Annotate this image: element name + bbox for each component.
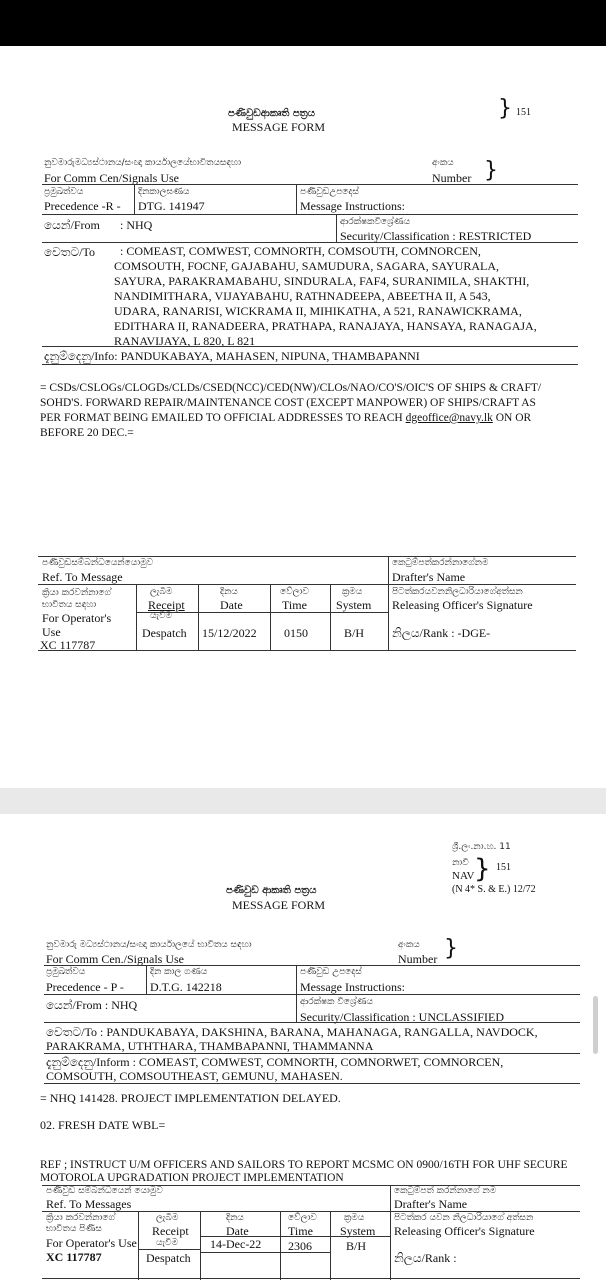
drafter-name: Drafter's Name — [392, 570, 466, 584]
dtg-label-sinhala: දිනකාලඝණය — [138, 187, 190, 197]
instructions-label-sinhala: පණිවුඩ උපදෙස් — [300, 967, 362, 977]
body-line-tail: ON OR — [492, 412, 532, 424]
ref-label-sinhala: පණිවුඩසම්බන්ධයෙන්යොමුව — [42, 558, 154, 568]
date-label-sinhala: දිනය — [226, 1213, 244, 1223]
operator-use: For Operator's Use — [46, 1236, 137, 1250]
drafter-name: Drafter's Name — [394, 1197, 468, 1211]
to-line: RANAVIJAYA, L 820, L 821 — [114, 334, 256, 348]
ref-to-messages: Ref. To Messages — [46, 1197, 132, 1211]
form-code: (N 4* S. & E.) 12/72 — [452, 884, 536, 895]
page-brace: } — [498, 96, 512, 121]
operator-label-sinhala: ක්‍රියා කරවන්නාගේ භාවිතය පිණිස — [46, 1213, 115, 1234]
page-brace: } — [474, 854, 491, 884]
system-label-sinhala: ක්‍රමය — [342, 587, 363, 597]
dtg-label-sinhala: දින කාල ගණය — [150, 967, 208, 977]
time-label-sinhala: වේලාව — [288, 1213, 317, 1223]
ref-to-message: Ref. To Message — [42, 570, 123, 584]
page-separator — [0, 788, 606, 814]
precedence-label-sinhala: ප්‍රමුඛත්වය — [44, 187, 84, 197]
to-label: වෙතට/To — [44, 245, 95, 259]
to-addressees-cont: PARAKRAMA, UTHTHARA, THAMBAPANNI, THAMMANNA — [46, 1039, 374, 1053]
to-addressees: වෙතට/To : PANDUKABAYA, DAKSHINA, BARANA, MAHANAGA, RANGALLA, NAVDOCK, — [46, 1025, 538, 1039]
security-classification: Security/Classification : UNCLASSIFIED — [300, 1010, 504, 1024]
body-line-2: 02. FRESH DATE WBL= — [40, 1118, 166, 1132]
scrollbar[interactable] — [593, 996, 598, 1054]
comm-label: For Comm Cen./Signals Use — [46, 952, 185, 966]
system-label: System — [340, 1224, 376, 1238]
date-label-sinhala: දිනය — [220, 587, 238, 597]
receipt-label: Receipt — [148, 598, 185, 612]
to-line: NANDIMITHARA, VIJAYABAHU, RATHNADEEPA, ABEETHA II, A 543, — [114, 289, 491, 303]
to-line: : COMEAST, COMWEST, COMNORTH, COMSOUTH, COMNORCEN, — [120, 244, 481, 258]
form-ref-code: ශ්‍රී.ලං.නා.හ. 11 — [452, 842, 511, 852]
page-number: 151 — [516, 107, 531, 118]
ref-instruction-line-2: MOTOROLA UPGRADATION PROJECT IMPLEMENTATION — [40, 1172, 344, 1184]
security-classification: Security/Classification : RESTRICTED — [340, 229, 532, 243]
drafter-label-sinhala: කෙටුම්පත්කරන්නාගේනම — [392, 558, 489, 568]
number-label: Number — [398, 952, 438, 966]
despatch-label-sinhala: යැවීම — [156, 1238, 178, 1248]
message-body — [40, 381, 541, 441]
number-brace: } — [484, 158, 498, 183]
date-label: Date — [226, 1224, 249, 1238]
receipt-label-sinhala: ලැබීම — [150, 587, 173, 597]
time-label: Time — [288, 1224, 313, 1238]
form-title-sinhala: පණිවුඩ ආකෘති පත්‍රය — [226, 885, 317, 896]
despatch-label-sinhala: යැවීම — [150, 611, 172, 621]
email-link[interactable]: dgeoffice@navy.lk — [405, 412, 493, 424]
number-brace: } — [444, 936, 458, 961]
drafter-label-sinhala: කෙටුම්පත් කරන්නාගේ නම — [394, 1186, 497, 1196]
to-line: SAYURA, PARAKRAMABAHU, SINDURALA, FAF4, SURANIMILA, SHAKTHI, — [114, 274, 530, 288]
xc-number: XC 117787 — [40, 638, 96, 652]
inform-addressees: දැනුම්දෙනු/Inform : COMEAST, COMWEST, COMNORTH, COMNORWET, COMNORCEN, — [46, 1055, 504, 1069]
body-line-1: = NHQ 141428. PROJECT IMPLEMENTATION DELAYED. — [40, 1091, 341, 1105]
rank: නිලය/Rank : -DGE- — [392, 626, 491, 640]
comm-label: For Comm Cen/Signals Use — [44, 171, 180, 185]
navy-label: NAV — [452, 870, 475, 882]
system-label: System — [336, 598, 372, 612]
time-value: 2306 — [288, 1239, 312, 1253]
precedence-label-sinhala: ප්‍රමුඛත්වය — [46, 967, 86, 977]
security-label-sinhala: ආරක්ෂක විශ්‍රේණය — [300, 997, 373, 1007]
body-line: BEFORE 20 DEC.= — [40, 427, 134, 439]
message-instructions: Message Instructions: — [300, 980, 405, 994]
from-value: : NHQ — [120, 218, 153, 232]
dtg: D.T.G. 142218 — [150, 980, 222, 994]
form-title: MESSAGE FORM — [232, 120, 326, 134]
date-value: 15/12/2022 — [202, 626, 257, 640]
date-label: Date — [220, 598, 243, 612]
body-line: = CSDs/CSLOGs/CLOGDs/CLDs/CSED(NCC)/CED(NW)/CLOs/NAO/CO'S/OIC'S OF SHIPS & CRAFT/ — [40, 382, 542, 394]
time-label-sinhala: වේලාව — [280, 587, 309, 597]
system-label-sinhala: ක්‍රමය — [344, 1213, 365, 1223]
date-value: 14-Dec-22 — [210, 1237, 262, 1251]
releasing-officer-signature: Releasing Officer's Signature — [392, 598, 533, 612]
to-line: COMSOUTH, FOCNF, GAJABAHU, SAMUDURA, SAGARA, SAYURALA, — [114, 259, 499, 273]
navy-label-sinhala: නාවි — [452, 858, 469, 868]
system-value: B/H — [344, 626, 365, 640]
xc-number: XC 117787 — [46, 1250, 102, 1264]
status-bar — [0, 0, 606, 46]
to-line: EDITHARA II, RANADEERA, PRATHAPA, RANAJAYA, HANSAYA, RANAGAJA, — [114, 319, 537, 333]
inform-addressees-cont: COMSOUTH, COMSOUTHEAST, GEMUNU, MAHASEN. — [46, 1069, 343, 1083]
number-label: Number — [432, 171, 472, 185]
ref-instruction-line-1: REF ; INSTRUCT U/M OFFICERS AND SAILORS TO REPORT MCSMC ON 0900/16TH FOR UHF SECURE — [40, 1159, 568, 1171]
instructions-label-sinhala: පණිවුඩඋපදෙස් — [300, 187, 359, 197]
body-line: SOHD'S. FORWARD REPAIR/MAINTENANCE COST (EXCEPT MANPOWER) OF SHIPS/CRAFT AS — [40, 397, 536, 409]
time-label: Time — [282, 598, 307, 612]
form-title-sinhala: පණිවුඩආකෘති පත්‍රය — [228, 108, 315, 119]
comm-label-sinhala: නුවමාරුමධ්‍යස්ථානය/සංඥා කාර්යාලයේභාවිතයසඳහා — [44, 158, 242, 168]
precedence: Precedence - P - — [46, 980, 124, 994]
security-label-sinhala: ආරක්ෂකවිශ්‍රේණය — [340, 217, 411, 227]
to-line: UDARA, RANARISI, WICKRAMA II, MIHIKATHA, A 521, RANAWICKRAMA, — [114, 304, 522, 318]
info-addressees: දැනුම්දෙනු/Info: PANDUKABAYA, MAHASEN, NIPUNA, THAMBAPANNI — [44, 349, 420, 363]
message-instructions: Message Instructions: — [300, 199, 405, 213]
ref-label-sinhala: පණිවුඩ සම්බන්ධයෙන් යොමුව — [46, 1186, 163, 1196]
releasing-label-sinhala: පිටත්කර යවන නිලධාරියාගේ අත්සන — [394, 1213, 534, 1223]
time-value: 0150 — [284, 626, 308, 640]
operator-label-sinhala: ක්‍රියා කරවන්නාගේ භාවිතය සඳහා — [42, 588, 111, 610]
precedence: Precedence -R - — [44, 199, 121, 213]
dtg: DTG. 141947 — [138, 199, 205, 213]
receipt-label-sinhala: ලැබීම — [156, 1213, 179, 1223]
system-value: B/H — [346, 1239, 367, 1253]
page-number: 151 — [496, 862, 511, 873]
releasing-label-sinhala: පිටත්කරයවනනිලධාරියාගේඅත්සන — [392, 587, 523, 597]
from-label: යෙන්/From — [44, 218, 100, 232]
rank: නිලය/Rank : — [394, 1251, 457, 1265]
operator-use: For Operator's Use — [42, 611, 112, 639]
despatch-label: Despatch — [146, 1251, 191, 1265]
despatch-label: Despatch — [142, 626, 187, 640]
form-title: MESSAGE FORM — [232, 898, 326, 912]
number-label-sinhala: අංකය — [432, 158, 454, 168]
number-label-sinhala: අංකය — [398, 940, 420, 950]
receipt-label: Receipt — [152, 1224, 189, 1238]
to-addressees — [114, 244, 537, 349]
from-field: යෙන්/From : NHQ — [46, 998, 138, 1012]
releasing-officer-signature: Releasing Officer's Signature — [394, 1224, 535, 1238]
comm-label-sinhala: නුවමාරු මධ්‍යස්ථානය/සංඥා කාර්යාලයේ භාවිතය සඳහා — [46, 940, 252, 950]
body-line: PER FORMAT BEING EMAILED TO OFFICIAL ADDRESSES TO REACH — [40, 412, 406, 424]
